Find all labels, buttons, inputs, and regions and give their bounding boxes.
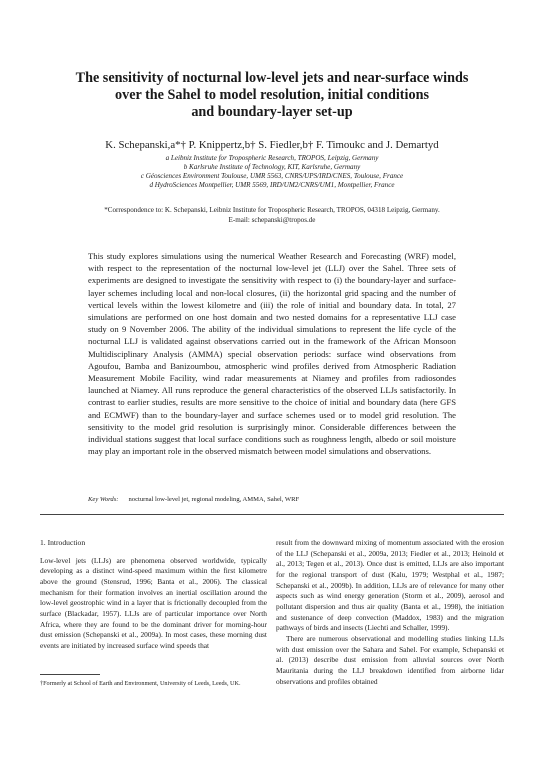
affiliation-b: b Karlsruhe Institute of Technology, KIT, Karlsruhe, Germany	[183, 162, 361, 171]
title-line-1: The sensitivity of nocturnal low-level jets and near-surface winds	[75, 70, 469, 86]
correspondence-address: *Correspondence to: K. Schepanski, Leibniz Institute for Tropospheric Research, TROPOS, 04318 Leipzig, Germany.	[104, 206, 440, 214]
correspondence-block	[40, 206, 504, 225]
keywords-line	[88, 496, 456, 503]
keywords-list: nocturnal low-level jet, regional modeling, AMMA, Sahel, WRF	[128, 496, 300, 503]
affiliation-a: a Leibniz Institute for Tropospheric Research, TROPOS, Leipzig, Germany	[165, 154, 379, 162]
title-line-2: over the Sahel to model resolution, initial conditions	[115, 87, 429, 103]
intro-paragraph-1-continued: result from the downward mixing of momentum associated with the erosion of the LLJ (Schepanski et al., 2009a, 2013; Fiedler et al., 2013; Heinold et al., 2013; Tegen et al., 2013). Once dust is emitted, LLJs are also important for the regional transport of dust (Kalu, 1979; Westphal et al., 1987; Schepanski et al., 2009b). In addition, LLJs are of relevance for many other aspects such as wind energy generation (Storm et al., 2009), aerosol and pollutant dispersion and thus air quality (Banta et al., 1998), the initiation and sustenance of deep convection (Maddox, 1983) and the migration pathways of birds and insects (Liechti and Schaller, 1999).	[276, 538, 504, 633]
paper-title	[40, 70, 504, 121]
keywords-label: Key Words:	[88, 496, 119, 503]
abstract: This study explores simulations using the numerical Weather Research and Forecasting (WRF) model, with respect to the representation of the nocturnal low-level jet (LLJ) over the Sahel. Three sets of experiments are designed to investigate the sensitivity with respect to (i) the boundary-layer and surface-layer schemes including local and non-local closures, (ii) the horizontal grid spacing and the number of vertical levels within the lowest kilometre and (iii) the role of initial and boundary data. In total, 27 simulations are performed on one host domain and two nested domains for a representative LLJ case study on 9 November 2006. The ability of the individual simulations to represent the life cycle of the nocturnal LLJ is validated against observations carried out in the framework of the African Monsoon Multidisciplinary Analysis (AMMA) special observation periods: surface wind observations from Agoufou, Bamba and Banizoumbou, atmospheric wind profiles derived from Atmospheric Radiation Measurement Mobile Facility, wind radar measurements at Niamey and profiles from radiosondes launched at Niamey. All runs reproduce the general characteristics of the observed LLJs satisfactorily. In contrast to earlier studies, results are more sensitive to the choice of initial and boundary data (here GFS and ECMWF) than to the boundary-layer and surface schemes used or to model grid resolution. The sensitivity to the model grid resolution is surprisingly minor. Considerable differences between the individual stations suggest that local surface conditions such as roughness length, albedo or soil moisture may play an important role in the observed mismatch between model simulations and observations.	[88, 251, 456, 457]
footnote-divider	[40, 674, 100, 675]
section-heading-introduction: 1. Introduction	[40, 538, 86, 547]
section-divider	[40, 514, 504, 515]
affiliation-d: d HydroSciences Montpellier, UMR 5569, IRD/UM2/CNRS/UM1, Montpellier, France	[149, 180, 395, 189]
right-column	[276, 538, 504, 687]
author-list: K. Schepanski,a*† P. Knippertz,b† S. Fiedler,b† F. Timoukc and J. Demartyd	[105, 139, 439, 151]
intro-paragraph-2: There are numerous observational and modelling studies linking LLJs with dust emission over the Sahara and Sahel. For example, Schepanski et al. (2013) describe dust emission from alluvial sources over North Mauritania during the LLJ breakdown identified from airborne lidar observations and profiles obtained	[276, 633, 504, 686]
left-column	[40, 538, 267, 652]
title-line-3: and boundary-layer set-up	[191, 104, 353, 120]
intro-paragraph-1: Low-level jets (LLJs) are phenomena observed worldwide, typically developing as a distinct wind-speed maximum within the first kilometre above the ground (Stensrud, 1996; Banta et al., 2006). The classical mechanism for their formation involves an inertial oscillation around the low-level geostrophic wind in a layer that is frictionally decoupled from the surface (Blackadar, 1957). LLJs are of particular importance over North Africa, where they are found to be the dominant driver for morning-hour dust emission (Schepanski et al., 2009a). In most cases, these morning dust events are initiated by increased surface wind speeds that	[40, 555, 267, 650]
correspondence-email[interactable]: E-mail: schepanski@tropos.de	[228, 215, 316, 224]
footnote: †Formerly at School of Earth and Environment, University of Leeds, Leeds, UK.	[40, 680, 241, 687]
affiliations	[40, 154, 504, 190]
affiliation-c: c Géosciences Environment Toulouse, UMR 5563, CNRS/UPS/IRD/CNES, Toulouse, France	[140, 171, 404, 180]
